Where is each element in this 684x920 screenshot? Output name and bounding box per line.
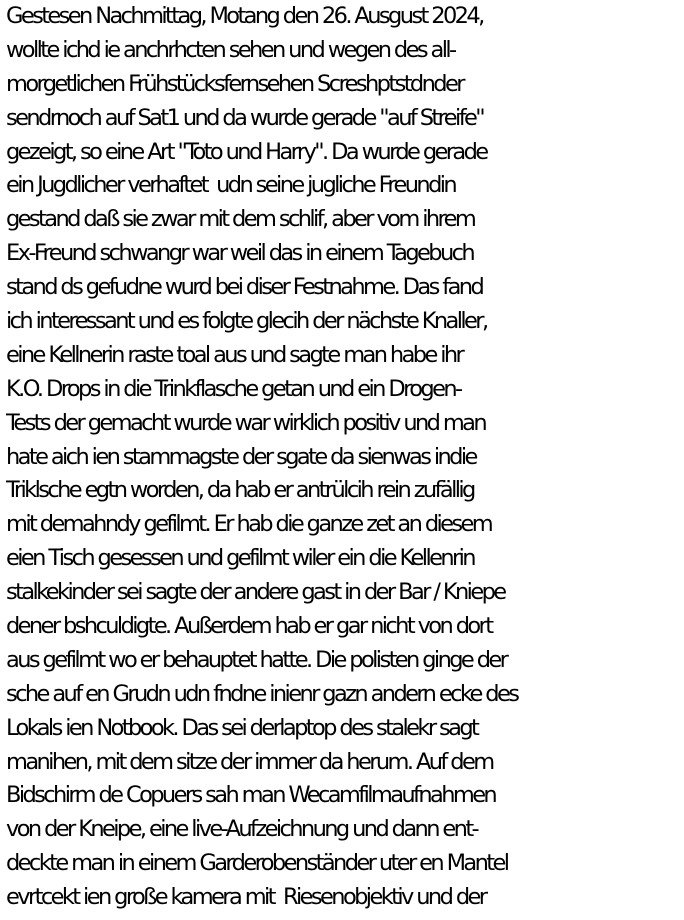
text-line-17: eien Tisch gesessen und gefilmt wiler ein die Kellenrin bbox=[6, 545, 474, 572]
text-line-4: sendrnoch auf Sat1 und da wurde gerade "auf Streife" bbox=[6, 104, 484, 131]
text-line-22: Lokals ien Notbook. Das sei derlaptop des stalekr sagt bbox=[6, 714, 478, 741]
text-line-10: ich interessant und es folgte glecih der nächste Knaller, bbox=[6, 308, 487, 335]
text-line-8: Ex-Freund schwangr war weil das in einem Tagebuch bbox=[6, 240, 474, 267]
text-line-11: eine Kellnerin raste toal aus und sagte man habe ihr bbox=[6, 341, 463, 368]
text-line-26: deckte man in einem Garderobenständer uter en Mantel bbox=[6, 850, 508, 877]
text-line-18: stalkekinder sei sagte der andere gast in der Bar / Kniepe bbox=[6, 579, 505, 606]
text-line-2: wollte ichd ie anchrhcten sehen und wegen des all- bbox=[6, 36, 455, 63]
text-line-23: manihen, mit dem sitze der immer da herum. Auf dem bbox=[6, 748, 493, 775]
text-line-12: K.O. Drops in die Trinkflasche getan und ein Drogen- bbox=[6, 375, 461, 402]
text-line-21: sche auf en Grudn udn fndne inienr gazn andern ecke des bbox=[6, 680, 518, 707]
text-line-13: Tests der gemacht wurde war wirklich positiv und man bbox=[6, 409, 486, 436]
document-page bbox=[6, 0, 684, 920]
text-line-19: dener bshculdigte. Außerdem hab er gar nicht von dort bbox=[6, 613, 492, 640]
text-line-25: von der Kneipe, eine live-Aufzeichnung und dann ent- bbox=[6, 816, 478, 843]
text-line-7: gestand daß sie zwar mit dem schlif, aber vom ihrem bbox=[6, 206, 475, 233]
text-line-27: evrtcekt ien große kamera mit Riesenobjektiv und der bbox=[6, 884, 486, 911]
text-line-1: Gestesen Nachmittag, Motang den 26. Ausgust 2024, bbox=[6, 3, 483, 29]
text-line-20: aus gefilmt wo er behauptet hatte. Die polisten ginge der bbox=[6, 646, 507, 673]
text-line-3: morgetlichen Frühstücksfernsehen Screshptstdnder bbox=[6, 70, 463, 97]
text-line-9: stand ds gefudne wurd bei diser Festnahme. Das fand bbox=[6, 274, 483, 301]
text-line-24: Bidschirm de Copuers sah man Wecamfilmaufnahmen bbox=[6, 782, 496, 809]
text-line-15: Triklsche egtn worden, da hab er antrülcih rein zufällig bbox=[6, 477, 474, 504]
text-line-5: gezeigt, so eine Art "Toto und Harry". Da wurde gerade bbox=[6, 138, 487, 165]
text-line-14: hate aich ien stammagste der sgate da sienwas indie bbox=[6, 443, 476, 470]
text-line-16: mit demahndy gefilmt. Er hab die ganze zet an diesem bbox=[6, 511, 492, 538]
text-line-6: ein Jugdlicher verhaftet udn seine jugliche Freundin bbox=[6, 172, 456, 199]
